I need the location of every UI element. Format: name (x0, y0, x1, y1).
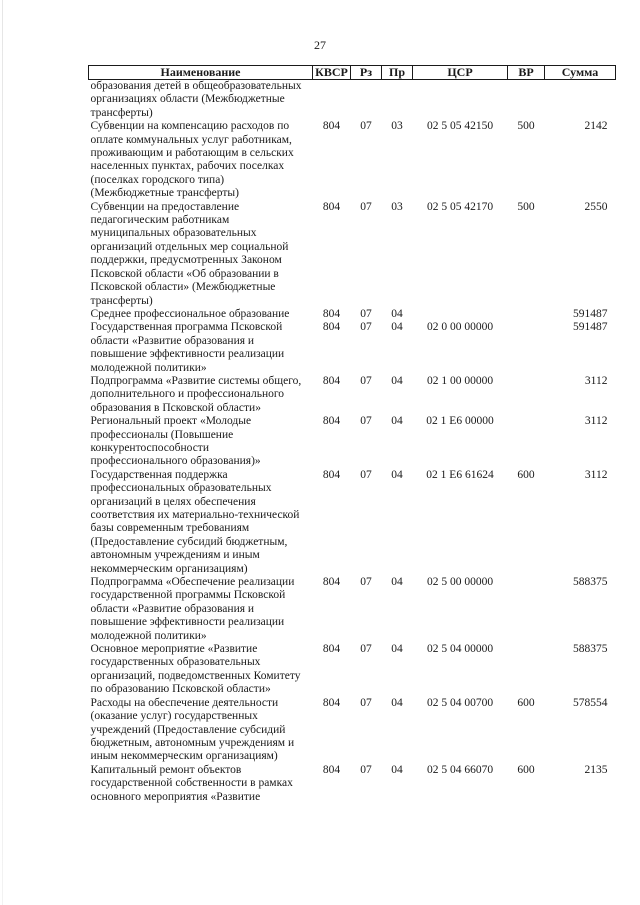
cell-vr: 500 (517, 200, 535, 213)
cell-vr: 600 (517, 468, 535, 481)
table-header (89, 66, 616, 80)
cell-rz (351, 80, 382, 121)
cell-rz: 07 (360, 120, 372, 133)
cell-rz: 07 (360, 200, 372, 213)
table-row (89, 308, 616, 321)
table-body (89, 80, 616, 804)
cell-name: Субвенции на компенсацию расходов по оплате коммунальных услуг работникам, проживающим и работающим в сельских населенных пунктах, рабочих поселках (поселках городского типа) (Межбюджетные трансферты) (90, 120, 294, 200)
cell-sum: 591487 (573, 321, 608, 334)
cell-vr (508, 375, 545, 415)
scan-edge (2, 0, 3, 905)
cell-sum: 2142 (584, 120, 608, 133)
cell-csr: 02 0 00 00000 (426, 321, 494, 334)
cell-rz: 07 (360, 321, 372, 334)
cell-kvsr: 804 (322, 763, 341, 776)
cell-pr: 04 (391, 468, 403, 481)
table-row (89, 764, 616, 804)
cell-name: Среднее профессиональное образование (90, 307, 290, 320)
cell-name: образования детей в общеобразовательных организациях области (Межбюджетные трансферты) (90, 80, 302, 119)
cell-name: Субвенции на предоставление педагогическим работникам муниципальных образовательных организаций отдельных мер социальной поддержки, предусмотренных Законом Псковской области «Об образовании в Псковской области» (Межбюджетные трансферты) (90, 200, 289, 307)
cell-pr: 04 (391, 307, 403, 320)
cell-csr: 02 1 E6 61624 (426, 468, 494, 481)
cell-rz: 07 (360, 643, 372, 656)
cell-pr: 04 (391, 374, 403, 387)
cell-csr (413, 80, 508, 121)
cell-sum: 2550 (584, 200, 608, 213)
cell-rz: 07 (360, 763, 372, 776)
cell-name: Капитальный ремонт объектов государственной собственности в рамках основного мероприятия «Развитие (90, 763, 293, 803)
cell-vr (508, 643, 545, 697)
cell-name: Расходы на обеспечение деятельности (оказание услуг) государственных учреждений (Предоставление субсидий бюджетным, автономным учреждениям и иным некоммерческим организациям) (90, 696, 295, 763)
cell-vr (508, 80, 545, 121)
cell-name: Основное мероприятие «Развитие государственных образовательных организаций, подведомственных Комитету по образованию Псковской области» (90, 643, 301, 696)
cell-csr: 02 5 05 42150 (426, 120, 494, 133)
cell-rz: 07 (360, 307, 372, 320)
table-row (89, 80, 616, 121)
cell-sum: 578554 (573, 696, 608, 709)
cell-kvsr: 804 (322, 468, 341, 481)
cell-kvsr: 804 (322, 415, 341, 428)
page-number: 27 (314, 38, 326, 52)
header-vr: ВР (508, 66, 545, 80)
cell-csr: 02 5 05 42170 (426, 200, 494, 213)
cell-sum: 2135 (584, 763, 608, 776)
cell-csr (413, 308, 508, 321)
table-row (89, 120, 616, 200)
cell-kvsr: 804 (322, 321, 341, 334)
cell-kvsr (313, 80, 351, 121)
cell-csr: 02 5 04 00000 (426, 643, 494, 656)
cell-pr: 04 (391, 643, 403, 656)
table-row (89, 469, 616, 576)
header-kvsr: КВСР (313, 66, 351, 80)
cell-rz: 07 (360, 468, 372, 481)
cell-name: Государственная программа Псковской области «Развитие образования и повышение эффективности реализации молодежной политики» (90, 321, 285, 374)
cell-kvsr: 804 (322, 576, 341, 589)
budget-table (88, 65, 616, 804)
cell-pr: 03 (391, 120, 403, 133)
cell-pr: 04 (391, 576, 403, 589)
cell-csr: 02 5 00 00000 (426, 576, 494, 589)
cell-vr: 600 (517, 763, 535, 776)
cell-csr: 02 1 00 00000 (426, 374, 494, 387)
cell-sum: 591487 (573, 307, 608, 320)
cell-pr (382, 80, 413, 121)
cell-name: Государственная поддержка профессиональных образовательных организаций в целях обеспечения соответствия их материально-технической базы современным требованиям (Предоставление субсидий бюджетным, автономным учреждениям и иным некоммерческим организациям) (90, 468, 300, 575)
cell-vr (508, 321, 545, 375)
cell-kvsr: 804 (322, 120, 341, 133)
table-row (89, 697, 616, 764)
cell-kvsr: 804 (322, 643, 341, 656)
cell-kvsr: 804 (322, 200, 341, 213)
cell-csr: 02 5 04 00700 (426, 696, 494, 709)
header-pr: Пр (382, 66, 413, 80)
cell-sum: 3112 (584, 415, 608, 428)
table-row (89, 375, 616, 415)
cell-csr: 02 5 04 66070 (426, 763, 494, 776)
cell-name: Подпрограмма «Развитие системы общего, дополнительного и профессионального образования в Псковской области» (90, 374, 302, 414)
cell-sum: 3112 (584, 374, 608, 387)
table-row (89, 576, 616, 643)
cell-kvsr: 804 (322, 696, 341, 709)
header-sum: Сумма (545, 66, 616, 80)
table-row (89, 201, 616, 308)
cell-vr: 500 (517, 120, 535, 133)
cell-rz: 07 (360, 415, 372, 428)
cell-pr: 04 (391, 321, 403, 334)
cell-kvsr: 804 (322, 307, 341, 320)
cell-rz: 07 (360, 374, 372, 387)
cell-name: Подпрограмма «Обеспечение реализации государственной программы Псковской области «Развитие образования и повышение эффективности реализации молодежной политики» (90, 576, 295, 642)
table-row (89, 415, 616, 469)
cell-pr: 03 (391, 200, 403, 213)
cell-rz: 07 (360, 696, 372, 709)
cell-sum: 3112 (584, 468, 608, 481)
cell-csr: 02 1 E6 00000 (426, 415, 494, 428)
cell-vr (508, 415, 545, 469)
cell-vr (508, 308, 545, 321)
header-rz: Рз (351, 66, 382, 80)
header-csr: ЦСР (413, 66, 508, 80)
cell-sum: 588375 (573, 643, 608, 656)
header-row (89, 66, 616, 80)
table-row (89, 643, 616, 697)
cell-pr: 04 (391, 696, 403, 709)
cell-kvsr: 804 (322, 374, 341, 387)
cell-pr: 04 (391, 415, 403, 428)
cell-vr: 600 (517, 696, 535, 709)
cell-sum (545, 80, 616, 121)
cell-pr: 04 (391, 763, 403, 776)
table-row (89, 321, 616, 375)
cell-rz: 07 (360, 576, 372, 589)
header-name: Наименование (89, 66, 313, 80)
cell-sum: 588375 (573, 576, 608, 589)
cell-name: Региональный проект «Молодые профессионалы (Повышение конкурентоспособности профессионального образования)» (90, 415, 261, 468)
cell-vr (508, 576, 545, 643)
